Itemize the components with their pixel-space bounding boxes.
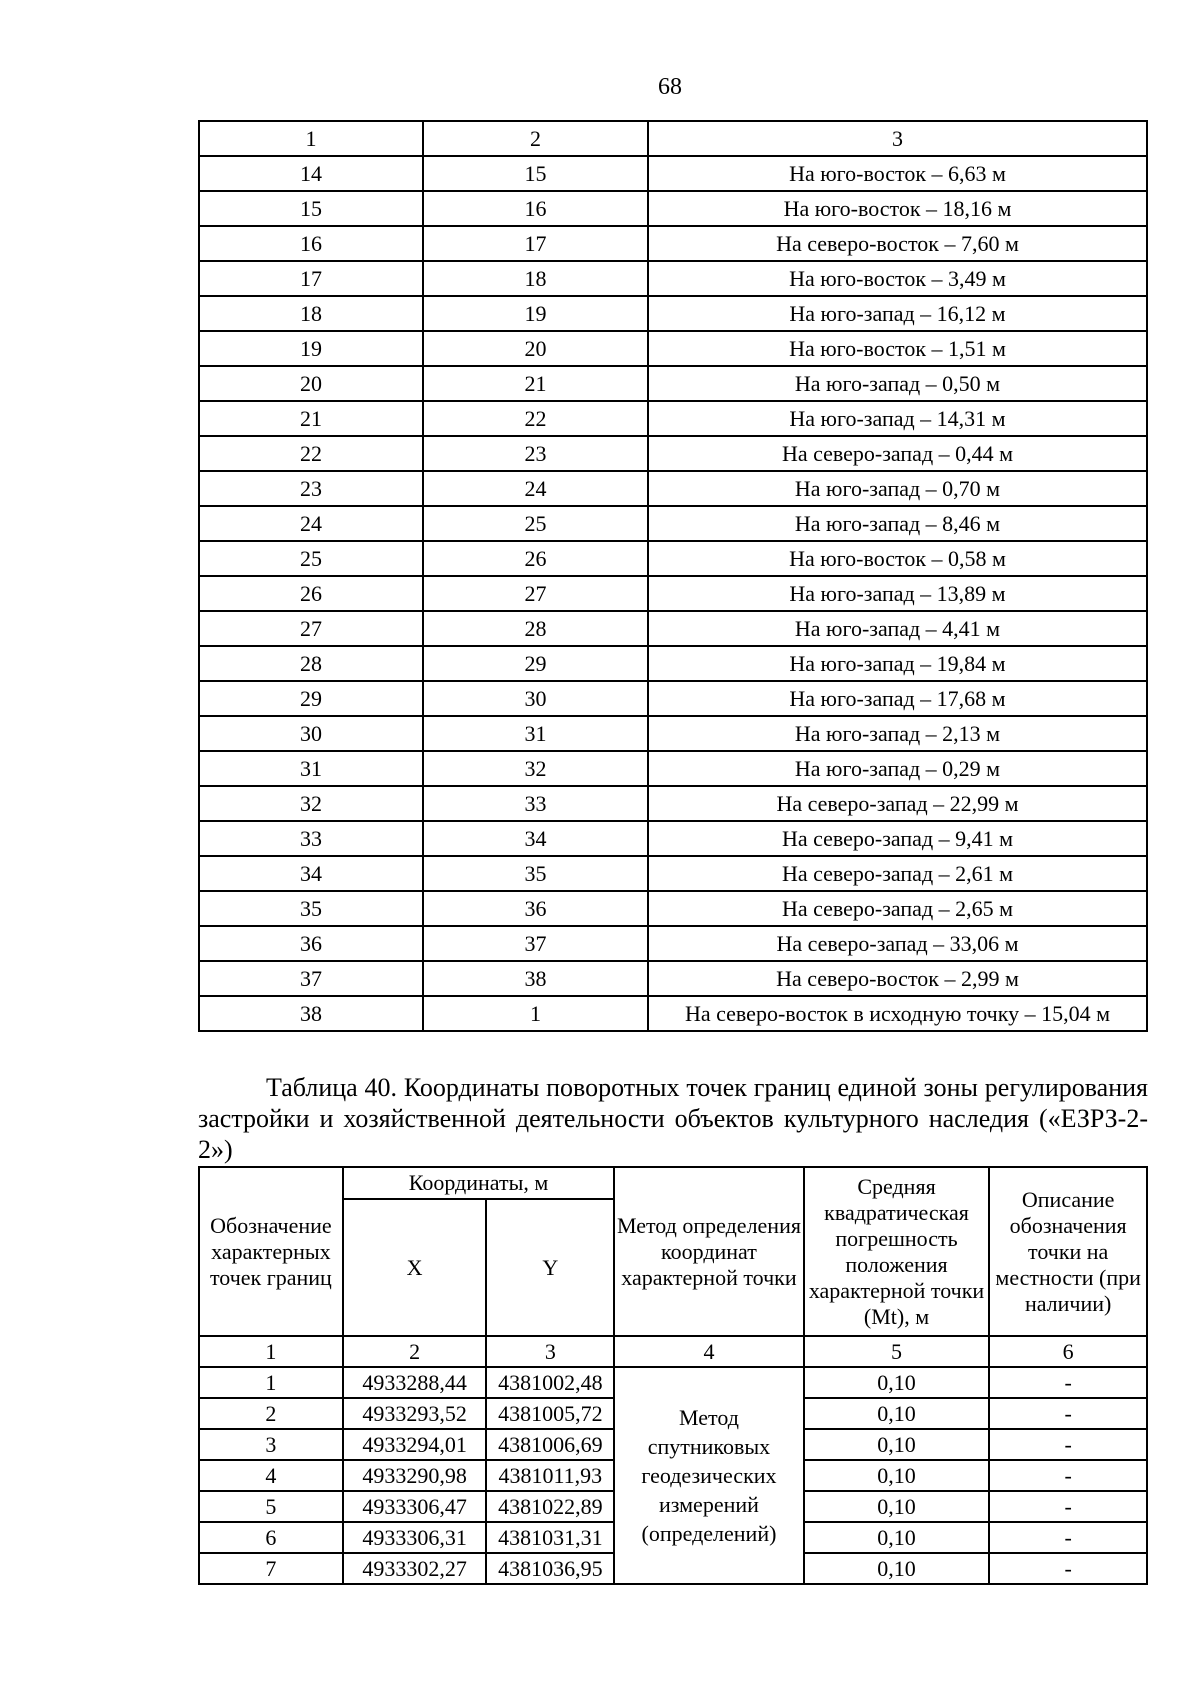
error-cell: 0,10: [804, 1367, 990, 1398]
table-row: [199, 821, 1147, 856]
table-cell: На юго-запад – 14,31 м: [648, 401, 1147, 436]
table-cell: 31: [199, 751, 423, 786]
table-cell: 38: [199, 996, 423, 1031]
x-coordinate-cell: 4933306,31: [343, 1522, 487, 1553]
table-row: [199, 611, 1147, 646]
header-row: [199, 121, 1147, 156]
table-cell: На северо-запад – 22,99 м: [648, 786, 1147, 821]
point-number-cell: 1: [199, 1367, 343, 1398]
table-cell: 20: [423, 331, 648, 366]
error-cell: 0,10: [804, 1522, 990, 1553]
table-cell: На северо-запад – 33,06 м: [648, 926, 1147, 961]
table-cell: 26: [199, 576, 423, 611]
table-cell: 29: [423, 646, 648, 681]
method-cell: Метод спутниковых геодезических измерений (определений): [614, 1367, 803, 1584]
table-cell: 37: [199, 961, 423, 996]
x-coordinate-cell: 4933306,47: [343, 1491, 487, 1522]
table-row: [199, 926, 1147, 961]
table-cell: На северо-запад – 2,65 м: [648, 891, 1147, 926]
table-cell: 18: [423, 261, 648, 296]
table-row: [199, 436, 1147, 471]
table-cell: 27: [199, 611, 423, 646]
y-coordinate-cell: 4381006,69: [486, 1429, 614, 1460]
table-row: [199, 541, 1147, 576]
column-header: 3: [648, 121, 1147, 156]
page-number: 68: [658, 74, 682, 100]
caption-text: Таблица 40. Координаты поворотных точек границ единой зоны регулирования застройки и хозяйственной деятельности объектов культурного наследия («ЕЗРЗ-2-2»): [198, 1073, 1148, 1164]
x-coordinate-cell: 4933290,98: [343, 1460, 487, 1491]
x-coordinate-cell: 4933302,27: [343, 1553, 487, 1584]
header-description: Описание обозначения точки на местности (при наличии): [989, 1167, 1147, 1336]
table-cell: На северо-восток в исходную точку – 15,04 м: [648, 996, 1147, 1031]
table-cell: 15: [423, 156, 648, 191]
table-row: [199, 681, 1147, 716]
table-row: [199, 996, 1147, 1031]
coordinates-table: [198, 1166, 1148, 1585]
table-cell: 35: [423, 856, 648, 891]
description-cell: -: [989, 1398, 1147, 1429]
table-cell: 16: [199, 226, 423, 261]
direction-table-body: [199, 121, 1147, 1031]
table-row: [199, 261, 1147, 296]
direction-table: [198, 120, 1148, 1032]
table-cell: 38: [423, 961, 648, 996]
table-cell: На юго-восток – 18,16 м: [648, 191, 1147, 226]
table-row: [199, 856, 1147, 891]
table-cell: 28: [423, 611, 648, 646]
column-header: 2: [423, 121, 648, 156]
table-cell: 32: [423, 751, 648, 786]
error-cell: 0,10: [804, 1460, 990, 1491]
table-cell: 33: [423, 786, 648, 821]
table-row: [199, 891, 1147, 926]
col-number: 3: [486, 1336, 614, 1367]
description-cell: -: [989, 1491, 1147, 1522]
table-cell: 21: [423, 366, 648, 401]
error-cell: 0,10: [804, 1553, 990, 1584]
table-cell: На юго-запад – 13,89 м: [648, 576, 1147, 611]
table-row: [199, 226, 1147, 261]
table-cell: На северо-запад – 2,61 м: [648, 856, 1147, 891]
table-cell: 24: [199, 506, 423, 541]
x-coordinate-cell: 4933294,01: [343, 1429, 487, 1460]
table-cell: 25: [423, 506, 648, 541]
table-cell: 31: [423, 716, 648, 751]
table-cell: 35: [199, 891, 423, 926]
y-coordinate-cell: 4381011,93: [486, 1460, 614, 1491]
header-designation: Обозначение характерных точек границ: [199, 1167, 343, 1336]
table-cell: На юго-запад – 16,12 м: [648, 296, 1147, 331]
table-row: [199, 191, 1147, 226]
table-cell: 1: [423, 996, 648, 1031]
table-cell: На юго-запад – 0,70 м: [648, 471, 1147, 506]
y-coordinate-cell: 4381036,95: [486, 1553, 614, 1584]
table-cell: 17: [199, 261, 423, 296]
coordinates-table-body: [199, 1167, 1147, 1584]
table-cell: 18: [199, 296, 423, 331]
table-cell: 23: [423, 436, 648, 471]
table-cell: На юго-запад – 19,84 м: [648, 646, 1147, 681]
x-coordinate-cell: 4933288,44: [343, 1367, 487, 1398]
table-cell: На юго-запад – 2,13 м: [648, 716, 1147, 751]
table-cell: На северо-восток – 2,99 м: [648, 961, 1147, 996]
point-number-cell: 4: [199, 1460, 343, 1491]
table-cell: 37: [423, 926, 648, 961]
table-cell: На юго-запад – 17,68 м: [648, 681, 1147, 716]
table-row: [199, 786, 1147, 821]
description-cell: -: [989, 1429, 1147, 1460]
error-cell: 0,10: [804, 1429, 990, 1460]
table-cell: 28: [199, 646, 423, 681]
table-cell: 36: [423, 891, 648, 926]
table-cell: 29: [199, 681, 423, 716]
table-cell: 19: [199, 331, 423, 366]
table-cell: 30: [423, 681, 648, 716]
col-number: 1: [199, 1336, 343, 1367]
y-coordinate-cell: 4381005,72: [486, 1398, 614, 1429]
table-cell: 16: [423, 191, 648, 226]
table-cell: 26: [423, 541, 648, 576]
table-cell: 34: [423, 821, 648, 856]
table-row: [199, 646, 1147, 681]
header-y: Y: [486, 1199, 614, 1336]
table-row: [199, 506, 1147, 541]
description-cell: -: [989, 1553, 1147, 1584]
table-row: [199, 331, 1147, 366]
table-cell: На юго-восток – 3,49 м: [648, 261, 1147, 296]
table-cell: 34: [199, 856, 423, 891]
table-cell: 33: [199, 821, 423, 856]
table-cell: На юго-восток – 0,58 м: [648, 541, 1147, 576]
table-cell: На юго-запад – 4,41 м: [648, 611, 1147, 646]
column-number-row: [199, 1336, 1147, 1367]
table-cell: 14: [199, 156, 423, 191]
table-cell: На юго-восток – 1,51 м: [648, 331, 1147, 366]
table-cell: 22: [423, 401, 648, 436]
header-x: X: [343, 1199, 487, 1336]
header-coordinates: Координаты, м: [343, 1167, 614, 1199]
col-number: 6: [989, 1336, 1147, 1367]
table-cell: 36: [199, 926, 423, 961]
table-cell: 22: [199, 436, 423, 471]
table-row: [199, 576, 1147, 611]
table-row: [199, 156, 1147, 191]
table-cell: 24: [423, 471, 648, 506]
column-header: 1: [199, 121, 423, 156]
table-cell: 15: [199, 191, 423, 226]
description-cell: -: [989, 1367, 1147, 1398]
table-row: [199, 961, 1147, 996]
point-number-cell: 6: [199, 1522, 343, 1553]
table-cell: На северо-запад – 9,41 м: [648, 821, 1147, 856]
table-cell: На юго-восток – 6,63 м: [648, 156, 1147, 191]
header-error: Средняя квадратическая погрешность положения характерной точки (Mt), м: [804, 1167, 990, 1336]
x-coordinate-cell: 4933293,52: [343, 1398, 487, 1429]
table-row: [199, 1367, 1147, 1398]
header-method: Метод определения координат характерной точки: [614, 1167, 803, 1336]
table-cell: На северо-запад – 0,44 м: [648, 436, 1147, 471]
point-number-cell: 7: [199, 1553, 343, 1584]
y-coordinate-cell: 4381022,89: [486, 1491, 614, 1522]
col-number: 5: [804, 1336, 990, 1367]
table-row: [199, 296, 1147, 331]
table-cell: 19: [423, 296, 648, 331]
description-cell: -: [989, 1460, 1147, 1491]
point-number-cell: 2: [199, 1398, 343, 1429]
table-cell: 25: [199, 541, 423, 576]
table-cell: 21: [199, 401, 423, 436]
table-row: [199, 401, 1147, 436]
col-number: 4: [614, 1336, 803, 1367]
table-cell: 32: [199, 786, 423, 821]
col-number: 2: [343, 1336, 487, 1367]
table-cell: 30: [199, 716, 423, 751]
error-cell: 0,10: [804, 1398, 990, 1429]
table-cell: 20: [199, 366, 423, 401]
description-cell: -: [989, 1522, 1147, 1553]
point-number-cell: 5: [199, 1491, 343, 1522]
point-number-cell: 3: [199, 1429, 343, 1460]
table-cell: 23: [199, 471, 423, 506]
y-coordinate-cell: 4381031,31: [486, 1522, 614, 1553]
header-row-top: [199, 1167, 1147, 1199]
y-coordinate-cell: 4381002,48: [486, 1367, 614, 1398]
table-cell: 17: [423, 226, 648, 261]
table-cell: 27: [423, 576, 648, 611]
table-caption: [198, 1072, 1148, 1165]
table-row: [199, 471, 1147, 506]
table-cell: На юго-запад – 8,46 м: [648, 506, 1147, 541]
table-cell: На северо-восток – 7,60 м: [648, 226, 1147, 261]
table-row: [199, 751, 1147, 786]
table-row: [199, 366, 1147, 401]
table-cell: На юго-запад – 0,50 м: [648, 366, 1147, 401]
table-cell: На юго-запад – 0,29 м: [648, 751, 1147, 786]
table-row: [199, 716, 1147, 751]
error-cell: 0,10: [804, 1491, 990, 1522]
